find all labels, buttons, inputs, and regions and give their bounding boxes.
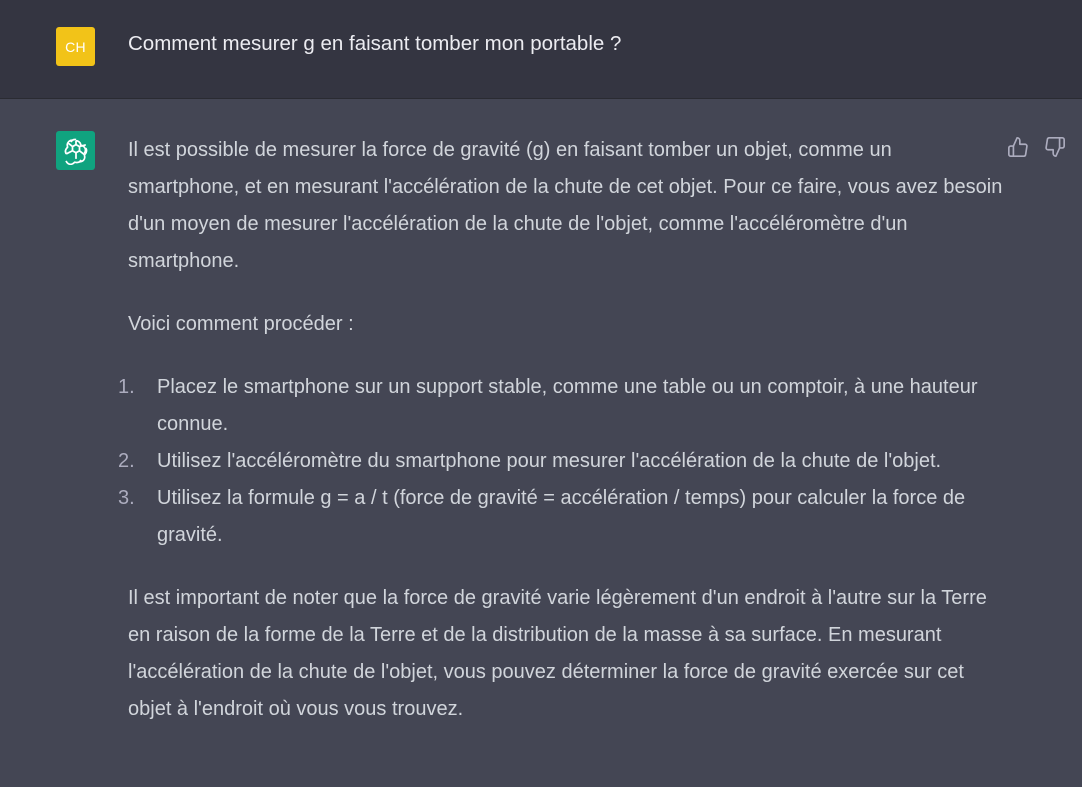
- thumbs-down-button[interactable]: [1043, 135, 1067, 159]
- paragraph-procedure: Voici comment procéder :: [128, 313, 354, 335]
- step-text: Utilisez la formule g = a / t (force de gravité = accélération / temps) pour calculer la force de gravité.: [157, 487, 966, 546]
- step-text: Placez le smartphone sur un support stable, comme une table ou un comptoir, à une hauteur connue.: [157, 376, 978, 435]
- step-text: Utilisez l'accéléromètre du smartphone pour mesurer l'accélération de la chute de l'objet.: [157, 450, 942, 472]
- openai-logo-icon: [62, 137, 90, 165]
- list-item: [118, 480, 1008, 554]
- paragraph-conclusion: Il est important de noter que la force de gravité varie légèrement d'un endroit à l'autre sur la Terre en raison de la forme de la Terre et de la distribution de la masse à sa surface. En mesurant l'accélération de la chute de l'objet, vous pouvez déterminer la force de gravité exercée sur cet objet à l'endroit où vous vous trouvez.: [128, 587, 987, 720]
- thumbs-up-button[interactable]: [1006, 135, 1030, 159]
- step-number: 3.: [118, 487, 135, 509]
- steps-list: [118, 369, 1008, 554]
- list-item: [118, 369, 1008, 443]
- user-message-row: [0, 0, 1082, 99]
- step-number: 1.: [118, 376, 135, 398]
- user-avatar: CH: [56, 27, 95, 66]
- step-number: 2.: [118, 450, 135, 472]
- thumbs-up-icon: [1007, 136, 1029, 158]
- assistant-message-content: [118, 132, 1008, 728]
- assistant-message-row: [0, 99, 1082, 787]
- assistant-avatar: [56, 131, 95, 170]
- list-item: [118, 443, 1008, 480]
- user-message-text: Comment mesurer g en faisant tomber mon portable ?: [128, 32, 622, 55]
- thumbs-down-icon: [1044, 136, 1066, 158]
- paragraph-intro: Il est possible de mesurer la force de gravité (g) en faisant tomber un objet, comme un smartphone, et en mesurant l'accélération de la chute de cet objet. Pour ce faire, vous avez besoin d'un moyen de mesurer l'accélération de la chute de l'objet, comme l'accéléromètre d'un smartphone.: [128, 139, 1003, 272]
